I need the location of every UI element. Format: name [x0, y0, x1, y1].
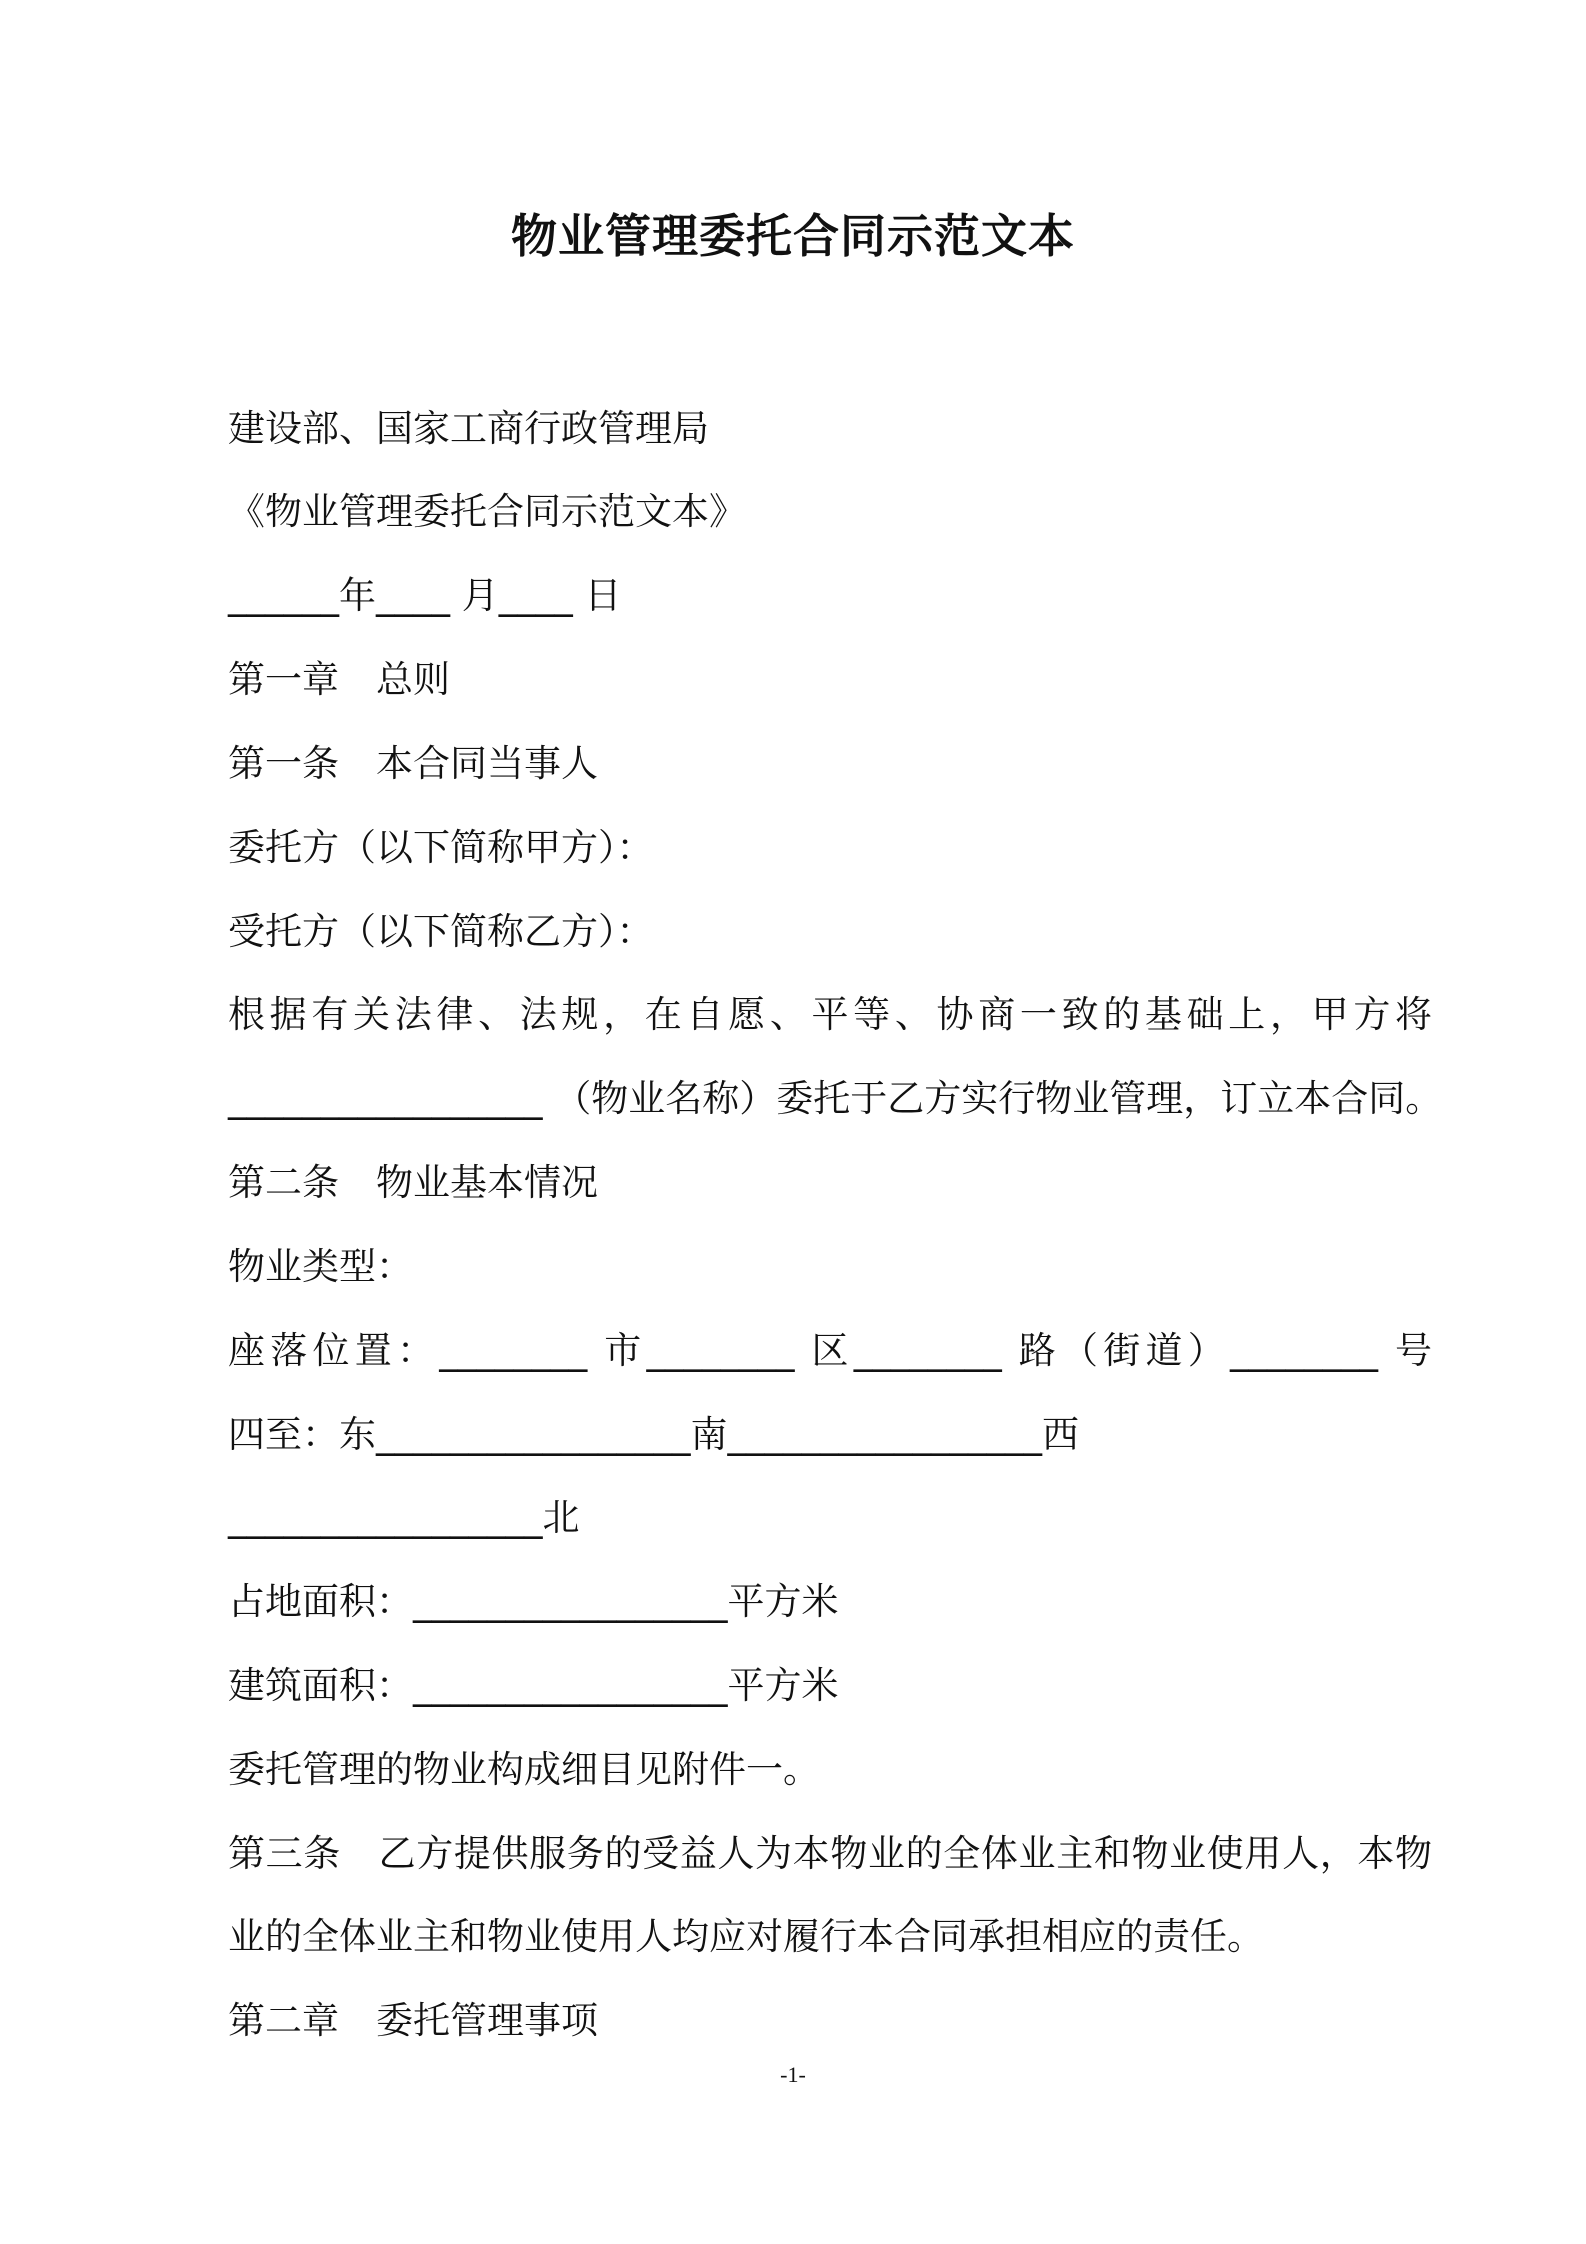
issuer-line: 建设部、国家工商行政管理局	[228, 407, 709, 450]
basis-line: 根据有关法律、法规，在自愿、平等、协商一致的基础上，甲方将	[228, 993, 1432, 1036]
land-area-line: 占地面积：_________________平方米	[228, 1580, 839, 1623]
document-title: 物业管理委托合同示范文本	[511, 209, 1075, 263]
boundaries-line: 四至：东_________________南_________________西	[228, 1413, 1079, 1456]
party-b-line: 受托方（以下简称乙方）：	[228, 910, 654, 953]
article-2-heading: 第二条 物业基本情况	[228, 1161, 598, 1204]
document-name-line: 《物业管理委托合同示范文本》	[228, 490, 746, 533]
boundaries-north-line: _________________北	[228, 1496, 580, 1539]
location-line: 座落位置：________ 市________ 区________ 路（街道）________ 号	[228, 1329, 1432, 1372]
page-number: -1-	[780, 2062, 806, 2087]
chapter-2-heading: 第二章 委托管理事项	[228, 1999, 598, 2042]
party-a-line: 委托方（以下简称甲方）：	[228, 826, 654, 869]
article-1-heading: 第一条 本合同当事人	[228, 742, 598, 785]
property-type-line: 物业类型：	[228, 1245, 413, 1288]
date-line: ______年____ 月____ 日	[228, 574, 622, 617]
building-area-line: 建筑面积：_________________平方米	[228, 1664, 839, 1707]
article-3-line-1: 第三条 乙方提供服务的受益人为本物业的全体业主和物业使用人，本物	[228, 1832, 1432, 1875]
appendix-note-line: 委托管理的物业构成细目见附件一。	[228, 1748, 820, 1791]
article-3-line-2: 业的全体业主和物业使用人均应对履行本合同承担相应的责任。	[228, 1915, 1264, 1958]
chapter-1-heading: 第一章 总则	[228, 658, 450, 701]
property-entrust-line: _________________ （物业名称）委托于乙方实行物业管理，订立本合同。	[228, 1077, 1443, 1120]
